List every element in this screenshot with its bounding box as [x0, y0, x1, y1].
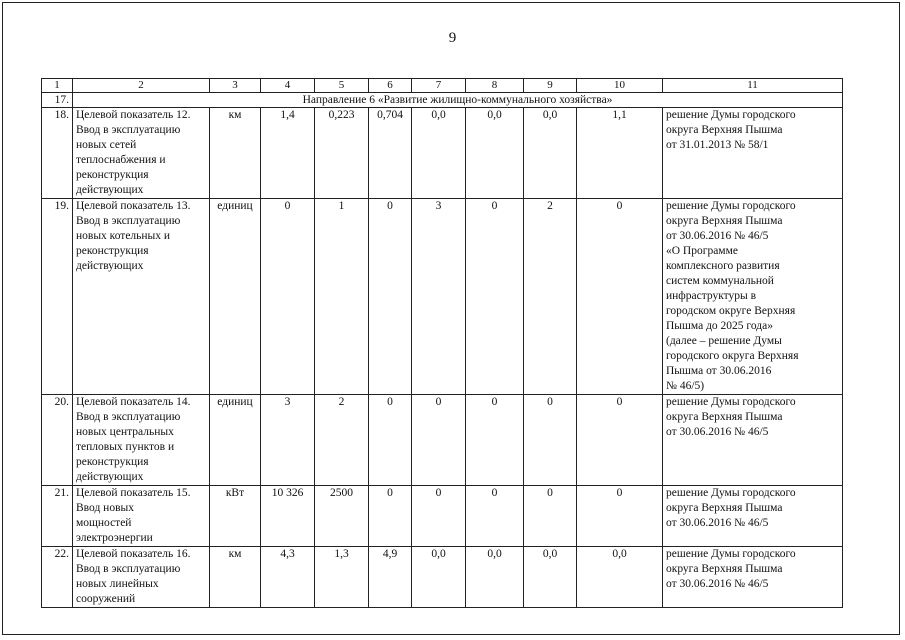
- indicator-name: [73, 199, 210, 395]
- value-cell: 4,3: [261, 547, 315, 608]
- row-number: 22.: [42, 547, 73, 608]
- value-cell: 0: [524, 486, 577, 547]
- basis-line: от 30.06.2016 № 46/5: [666, 230, 769, 242]
- basis-line: инфраструктуры в: [666, 290, 757, 302]
- section-number: 17.: [42, 93, 73, 108]
- basis-line: городском округе Верхняя: [666, 305, 796, 317]
- indicator-name-line: новых центральных: [76, 426, 174, 438]
- basis-line: № 46/5): [666, 380, 705, 392]
- value-cell: 0,0: [466, 108, 524, 199]
- value-cell: 10 326: [261, 486, 315, 547]
- value-cell: 0: [466, 486, 524, 547]
- table-row: [42, 199, 843, 395]
- basis-line: «О Программе: [666, 245, 738, 257]
- section-title: Направление 6 «Развитие жилищно-коммунального хозяйства»: [73, 93, 843, 108]
- indicator-name-line: реконструкция: [76, 456, 149, 468]
- row-number: 19.: [42, 199, 73, 395]
- unit-cell: единиц: [210, 199, 261, 395]
- value-cell: 0: [261, 199, 315, 395]
- value-cell: 0: [466, 199, 524, 395]
- basis-line: систем коммунальной: [666, 275, 774, 287]
- table-row: [42, 395, 843, 486]
- column-header: 9: [524, 79, 577, 93]
- value-cell: 0,0: [524, 108, 577, 199]
- value-cell: 1,1: [577, 108, 663, 199]
- indicator-name-line: новых сетей: [76, 139, 137, 151]
- basis-line: Пышма до 2025 года»: [666, 320, 773, 332]
- indicators-table: [41, 78, 843, 608]
- basis-line: округа Верхняя Пышма: [666, 411, 783, 423]
- indicator-name-line: Целевой показатель 13.: [76, 200, 191, 212]
- row-number: 18.: [42, 108, 73, 199]
- table-body: [42, 79, 843, 608]
- indicator-name-line: тепловых пунктов и: [76, 441, 175, 453]
- column-header: 4: [261, 79, 315, 93]
- column-number-row: [42, 79, 843, 93]
- value-cell: 0,223: [315, 108, 369, 199]
- unit-cell: км: [210, 108, 261, 199]
- indicator-name-line: действующих: [76, 471, 144, 483]
- basis-line: решение Думы городского: [666, 396, 796, 408]
- indicator-name-line: Ввод в эксплуатацию: [76, 215, 181, 227]
- value-cell: 4,9: [369, 547, 412, 608]
- section-row: [42, 93, 843, 108]
- value-cell: 0,0: [466, 547, 524, 608]
- value-cell: 0,704: [369, 108, 412, 199]
- indicator-name-line: новых линейных: [76, 578, 159, 590]
- basis-line: Пышма от 30.06.2016: [666, 365, 772, 377]
- value-cell: 0: [577, 395, 663, 486]
- value-cell: 1,4: [261, 108, 315, 199]
- row-number: 20.: [42, 395, 73, 486]
- unit-cell: единиц: [210, 395, 261, 486]
- indicator-name-line: Целевой показатель 15.: [76, 487, 191, 499]
- unit-cell: кВт: [210, 486, 261, 547]
- value-cell: 1: [315, 199, 369, 395]
- value-cell: 0,0: [412, 108, 466, 199]
- indicator-name: [73, 395, 210, 486]
- indicator-name-line: теплоснабжения и: [76, 154, 166, 166]
- basis-line: округа Верхняя Пышма: [666, 215, 783, 227]
- basis-cell: [663, 486, 843, 547]
- value-cell: 2: [315, 395, 369, 486]
- value-cell: 0: [369, 199, 412, 395]
- basis-line: решение Думы городского: [666, 109, 796, 121]
- basis-line: округа Верхняя Пышма: [666, 124, 783, 136]
- indicator-name-line: действующих: [76, 260, 144, 272]
- basis-cell: [663, 395, 843, 486]
- basis-line: округа Верхняя Пышма: [666, 502, 783, 514]
- basis-line: от 31.01.2013 № 58/1: [666, 139, 769, 151]
- indicator-name-line: Ввод в эксплуатацию: [76, 411, 181, 423]
- indicator-name-line: Ввод в эксплуатацию: [76, 563, 181, 575]
- column-header: 7: [412, 79, 466, 93]
- value-cell: 0: [524, 395, 577, 486]
- value-cell: 2: [524, 199, 577, 395]
- table-row: [42, 108, 843, 199]
- basis-line: (далее – решение Думы: [666, 335, 782, 347]
- indicator-name-line: сооружений: [76, 593, 136, 605]
- row-number: 21.: [42, 486, 73, 547]
- indicator-name: [73, 547, 210, 608]
- value-cell: 2500: [315, 486, 369, 547]
- basis-line: решение Думы городского: [666, 487, 796, 499]
- basis-line: комплексного развития: [666, 260, 780, 272]
- value-cell: 3: [412, 199, 466, 395]
- indicator-name-line: мощностей: [76, 517, 132, 529]
- column-header: 6: [369, 79, 412, 93]
- basis-line: от 30.06.2016 № 46/5: [666, 426, 769, 438]
- basis-cell: [663, 108, 843, 199]
- indicator-name-line: реконструкция: [76, 169, 149, 181]
- basis-line: округа Верхняя Пышма: [666, 563, 783, 575]
- indicator-name-line: действующих: [76, 184, 144, 196]
- basis-cell: [663, 547, 843, 608]
- column-header: 2: [73, 79, 210, 93]
- column-header: 10: [577, 79, 663, 93]
- indicator-name-line: электроэнергии: [76, 532, 153, 544]
- value-cell: 3: [261, 395, 315, 486]
- basis-line: от 30.06.2016 № 46/5: [666, 578, 769, 590]
- indicator-name-line: Ввод в эксплуатацию: [76, 124, 181, 136]
- basis-line: решение Думы городского: [666, 200, 796, 212]
- page-number: 9: [448, 30, 457, 46]
- indicator-name-line: Целевой показатель 16.: [76, 548, 191, 560]
- indicator-name: [73, 108, 210, 199]
- value-cell: 0: [369, 486, 412, 547]
- indicator-name-line: новых котельных и: [76, 230, 171, 242]
- basis-line: от 30.06.2016 № 46/5: [666, 517, 769, 529]
- value-cell: 0,0: [577, 547, 663, 608]
- indicator-name-line: Ввод новых: [76, 502, 134, 514]
- column-header: 11: [663, 79, 843, 93]
- table-row: [42, 486, 843, 547]
- value-cell: 0: [577, 486, 663, 547]
- indicator-name-line: Целевой показатель 14.: [76, 396, 191, 408]
- value-cell: 0: [577, 199, 663, 395]
- value-cell: 0: [412, 395, 466, 486]
- table-row: [42, 547, 843, 608]
- column-header: 1: [42, 79, 73, 93]
- basis-line: решение Думы городского: [666, 548, 796, 560]
- value-cell: 0,0: [524, 547, 577, 608]
- basis-cell: [663, 199, 843, 395]
- value-cell: 0: [369, 395, 412, 486]
- column-header: 5: [315, 79, 369, 93]
- column-header: 8: [466, 79, 524, 93]
- basis-line: городского округа Верхняя: [666, 350, 799, 362]
- indicator-name-line: реконструкция: [76, 245, 149, 257]
- value-cell: 1,3: [315, 547, 369, 608]
- indicator-name-line: Целевой показатель 12.: [76, 109, 191, 121]
- unit-cell: км: [210, 547, 261, 608]
- indicator-name: [73, 486, 210, 547]
- value-cell: 0,0: [412, 547, 466, 608]
- value-cell: 0: [466, 395, 524, 486]
- value-cell: 0: [412, 486, 466, 547]
- column-header: 3: [210, 79, 261, 93]
